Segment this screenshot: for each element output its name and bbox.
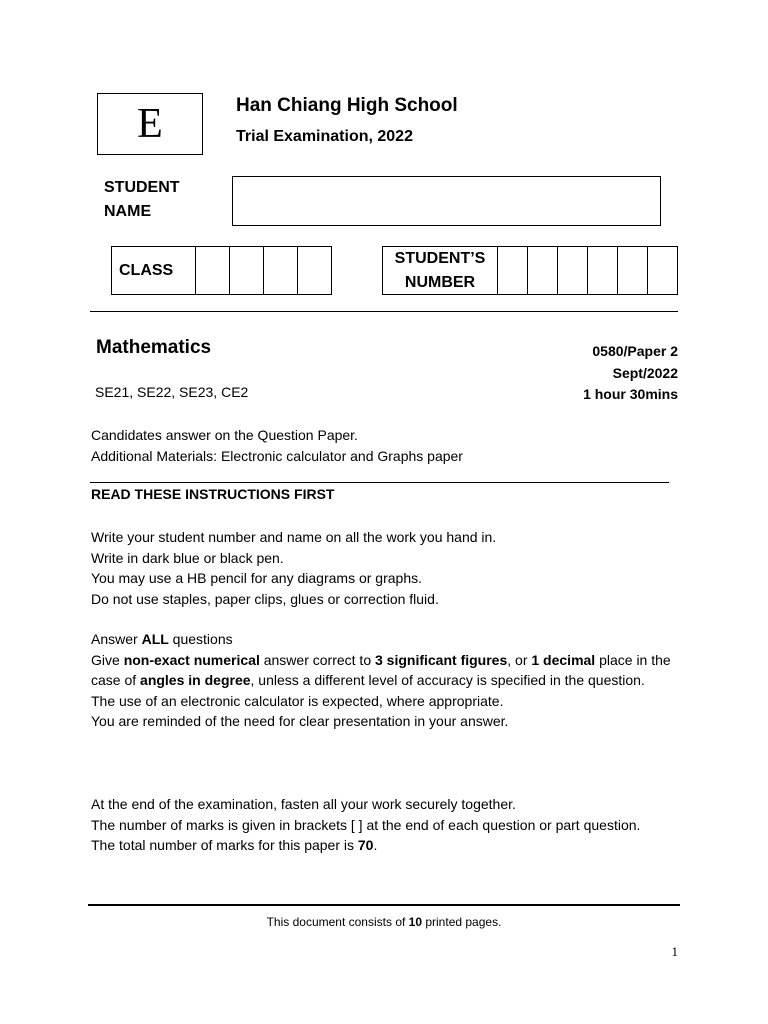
student-number-cell[interactable]	[497, 247, 527, 294]
text-run: questions	[168, 631, 233, 647]
student-name-label-line2: NAME	[104, 203, 152, 220]
text-run-bold: angles in degree	[140, 672, 251, 688]
student-name-field[interactable]	[232, 176, 661, 226]
final-instructions	[91, 794, 651, 856]
calculator-instruction: The use of an electronic calculator is expected, where appropriate.	[91, 692, 504, 709]
instruction-line: Write your student number and name on all the work you hand in.	[91, 529, 497, 545]
text-run: Give	[91, 651, 124, 668]
text-run: printed pages.	[422, 915, 502, 929]
divider	[90, 311, 678, 312]
student-number-cell[interactable]	[647, 247, 677, 294]
student-number-grid	[382, 246, 678, 295]
text-run: , or	[507, 651, 532, 668]
divider	[90, 482, 669, 483]
instruction-line: Write in dark blue or black pen.	[91, 549, 284, 566]
logo-letter: E	[137, 101, 163, 147]
class-codes: SE21, SE22, SE23, CE2	[95, 384, 249, 400]
student-number-label-line1: STUDENT’S	[394, 249, 486, 267]
school-logo-box	[97, 93, 203, 155]
text-run: Answer	[91, 631, 142, 647]
paper-code: 0580/Paper 2	[592, 343, 678, 359]
page-count-value: 10	[408, 915, 423, 929]
text-run-bold: non-exact numerical	[123, 651, 260, 668]
materials	[91, 425, 691, 466]
instruction-line: Do not use staples, paper clips, glues or correction fluid.	[91, 590, 439, 607]
student-number-cell[interactable]	[557, 247, 587, 294]
class-cell[interactable]	[229, 247, 263, 294]
page-number: 1	[671, 944, 678, 959]
general-instructions	[91, 527, 691, 609]
text-run-bold: 3 significant figures	[375, 651, 508, 668]
class-label: CLASS	[119, 261, 174, 279]
subject-title: Mathematics	[96, 337, 212, 358]
class-cell[interactable]	[263, 247, 297, 294]
materials-line2: Additional Materials: Electronic calculator and Graphs paper	[91, 447, 463, 464]
student-name-label-line1: STUDENT	[104, 179, 180, 196]
text-run-bold: ALL	[141, 631, 169, 647]
paper-meta	[583, 341, 678, 406]
instructions-heading: READ THESE INSTRUCTIONS FIRST	[91, 486, 335, 502]
page-count-note	[0, 915, 768, 929]
class-field-grid	[111, 246, 332, 295]
presentation-instruction: You are reminded of the need for clear presentation in your answer.	[91, 713, 509, 729]
marks-brackets-instruction: The number of marks is given in brackets [ ] at the end of each question or part question.	[91, 816, 641, 833]
student-number-label	[383, 247, 497, 294]
student-number-cell[interactable]	[617, 247, 647, 294]
total-marks-value: 70	[357, 837, 374, 853]
student-number-label-line2: NUMBER	[404, 273, 476, 291]
exam-title: Trial Examination, 2022	[236, 128, 413, 145]
footer-divider	[88, 904, 680, 906]
text-run: The total number of marks for this paper is	[91, 837, 358, 853]
instruction-line: You may use a HB pencil for any diagrams or graphs.	[91, 570, 422, 586]
total-marks-line	[91, 835, 651, 856]
accuracy-instruction	[91, 650, 686, 691]
answer-all-line	[91, 629, 686, 650]
exam-date: Sept/2022	[612, 364, 678, 381]
student-number-cell[interactable]	[527, 247, 557, 294]
class-cell[interactable]	[297, 247, 331, 294]
text-run: , unless a different level of accuracy is specified in the question.	[250, 672, 645, 688]
exam-duration: 1 hour 30mins	[583, 386, 678, 402]
text-run-bold: 1 decimal	[531, 651, 596, 668]
text-run: This document consists of	[266, 915, 409, 929]
text-run: place in the case of	[91, 651, 671, 688]
materials-line1: Candidates answer on the Question Paper.	[91, 427, 358, 443]
class-cell[interactable]	[195, 247, 229, 294]
answer-instructions	[91, 629, 686, 732]
student-name-label	[104, 176, 180, 224]
school-name: Han Chiang High School	[236, 95, 458, 116]
student-number-cell[interactable]	[587, 247, 617, 294]
fasten-instruction: At the end of the examination, fasten all your work securely together.	[91, 796, 516, 812]
text-run: .	[373, 837, 378, 853]
text-run: answer correct to	[259, 651, 375, 668]
